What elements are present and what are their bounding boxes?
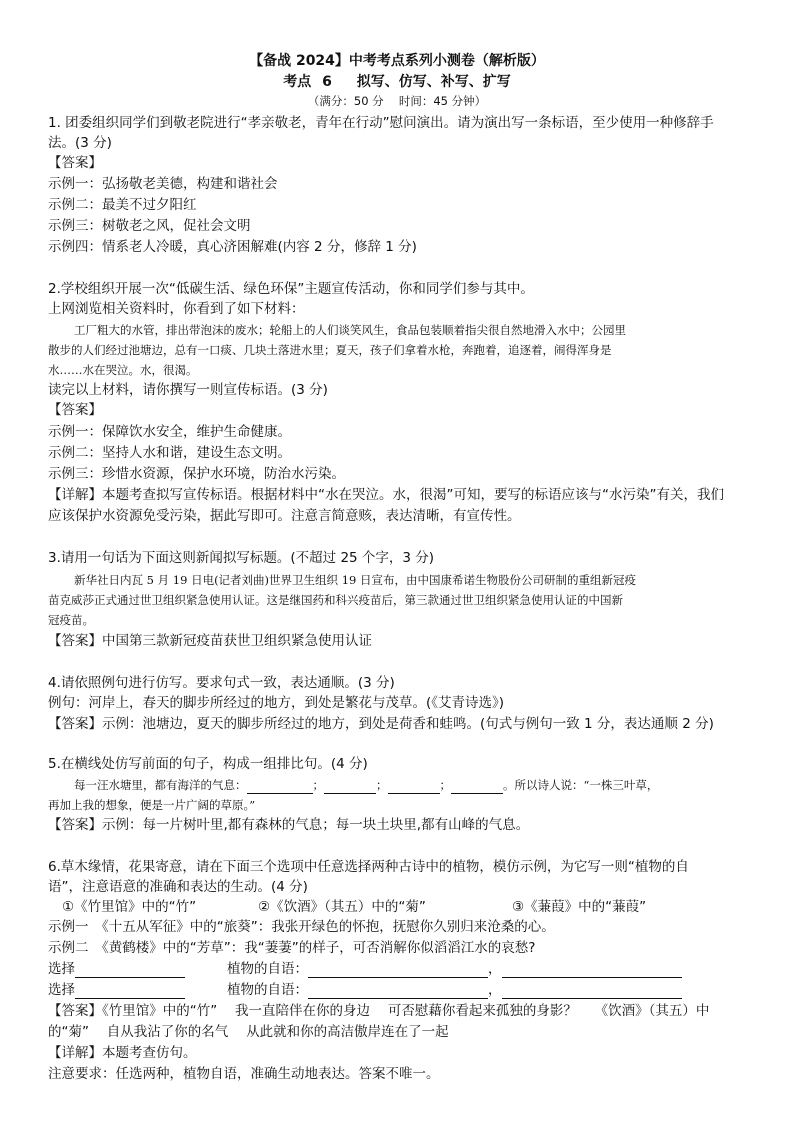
q6-stem-line2: 语”，注意语意的准确和表达的生动。(4 分) bbox=[48, 879, 308, 895]
q2-example-1: 示例一：保障饮水安全，维护生命健康。 bbox=[48, 424, 291, 440]
q2-material-line2: 散步的人们经过池塘边，总有一口痰、几块土落进水里；夏天，孩子们拿着水枪，奔跑着，追逐着，闹得浑身是 bbox=[48, 343, 612, 357]
q6-stem-line1: 6.草木缘情，花果寄意，请在下面三个选项中任意选择两种古诗中的植物，模仿示例，为它写一则“植物的自 bbox=[48, 859, 689, 875]
q6-example-2: 示例二 《黄鹤楼》中的“芳草”：我“萋萋”的样子，可否消解你似滔滔江水的哀愁? bbox=[48, 940, 536, 956]
q3-news-line2: 苗克威莎正式通过世卫组织紧急使用认证。这是继国药和科兴疫苗后，第三款通过世卫组织紧急使用认证的中国新 bbox=[48, 593, 623, 607]
q3-answer: 【答案】中国第三款新冠疫苗获世卫组织紧急使用认证 bbox=[48, 633, 372, 649]
q6-answer-line2: 的“菊” 自从我沾了你的名气 从此就和你的高洁傲岸连在了一起 bbox=[48, 1024, 449, 1040]
q6-detail-line1: 【详解】本题考查仿句。 bbox=[48, 1045, 197, 1061]
q6-plant-blank-2a[interactable] bbox=[308, 984, 488, 999]
q5-blank-1[interactable] bbox=[247, 779, 313, 794]
q1-stem-line1: 1. 团委组织同学们到敬老院进行“孝亲敬老，青年在行动”慰问演出。请为演出写一条标语，至少使用一种修辞手 bbox=[48, 115, 714, 131]
q1-example-3: 示例三：树敬老之风，促社会文明 bbox=[48, 218, 251, 234]
q5-text-part-b: 。所以诗人说：“一株三叶草， bbox=[503, 778, 659, 792]
q6-fill-row-1: 选择 植物的自语： ， bbox=[48, 960, 682, 978]
q2-detail-line2: 应该保护水资源免受污染，据此写即可。注意言简意赅，表达清晰，有宣传性。 bbox=[48, 508, 521, 524]
q2-material-line1: 工厂粗大的水管，排出带泡沫的废水；轮船上的人们谈笑风生，食品包装顺着指尖很自然地滑入水中；公园里 bbox=[74, 323, 626, 337]
q5-blank-3[interactable] bbox=[388, 779, 440, 794]
q5-text-line1: 每一汪水塘里，都有海洋的气息： ； ； ； 。所以诗人说：“一株三叶草， bbox=[74, 778, 659, 792]
q1-example-4: 示例四：情系老人冷暖，真心济困解难(内容 2 分，修辞 1 分) bbox=[48, 239, 417, 255]
q5-blank-2[interactable] bbox=[324, 779, 376, 794]
q6-detail-line2: 注意要求：任选两种，植物自语，准确生动地表达。答案不唯一。 bbox=[48, 1066, 440, 1082]
q4-stem-line1: 4.请依照例句进行仿写。要求句式一致，表达通顺。(3 分) bbox=[48, 675, 395, 691]
q2-detail-line1: 【详解】本题考查拟写宣传标语。根据材料中“水在哭泣。水，很渴”可知，要写的标语应该与“水污染”有关，我们 bbox=[48, 487, 724, 503]
q5-blank-4[interactable] bbox=[451, 779, 503, 794]
q2-stem-line3: 读完以上材料，请你撰写一则宣传标语。(3 分) bbox=[48, 382, 328, 398]
q5-stem-line1: 5.在横线处仿写前面的句子，构成一组排比句。(4 分) bbox=[48, 756, 368, 772]
page-title: 【备战 2024】中考考点系列小测卷（解析版） bbox=[249, 53, 545, 69]
q6-option-1: ①《竹里馆》中的“竹” bbox=[62, 899, 197, 915]
q6-plant-label: 植物的自语： bbox=[227, 982, 308, 998]
q6-plant-label: 植物的自语： bbox=[227, 961, 308, 977]
q3-stem-line1: 3.请用一句话为下面这则新闻拟写标题。(不超过 25 个字，3 分) bbox=[48, 550, 435, 566]
q6-choose-blank-2[interactable] bbox=[75, 984, 185, 999]
q6-option-3: ③《蒹葭》中的“蒹葭” bbox=[512, 899, 647, 915]
q6-fill-row-2: 选择 植物的自语： ， bbox=[48, 981, 682, 999]
exam-meta: （满分：50 分 时间：45 分钟） bbox=[307, 94, 487, 108]
q2-stem-line1: 2.学校组织开展一次“低碳生活、绿色环保”主题宣传活动，你和同学们参与其中。 bbox=[48, 281, 534, 297]
q4-answer: 【答案】示例：池塘边，夏天的脚步所经过的地方，到处是荷香和蛙鸣。(句式与例句一致 1 分，表达通顺 2 分) bbox=[48, 716, 714, 732]
q2-answer-tag: 【答案】 bbox=[48, 402, 102, 418]
q2-example-3: 示例三：珍惜水资源，保护水环境，防治水污染。 bbox=[48, 466, 345, 482]
q6-plant-blank-2b[interactable] bbox=[502, 984, 682, 999]
q6-plant-blank-1b[interactable] bbox=[502, 963, 682, 978]
q5-text-part-a: 每一汪水塘里，都有海洋的气息： bbox=[74, 778, 247, 792]
q2-material-line3: 水……水在哭泣。水，很渴。 bbox=[48, 363, 198, 377]
q6-option-2: ②《饮酒》（其五）中的“菊” bbox=[258, 899, 426, 915]
q4-example: 例句：河岸上，春天的脚步所经过的地方，到处是繁花与茂草。(《艾青诗选》) bbox=[48, 695, 505, 711]
q3-news-line3: 冠疫苗。 bbox=[48, 613, 94, 627]
q5-answer: 【答案】示例：每一片树叶里,都有森林的气息；每一块土块里,都有山峰的气息。 bbox=[48, 817, 530, 833]
q6-plant-blank-1a[interactable] bbox=[308, 963, 488, 978]
q1-example-1: 示例一：弘扬敬老美德，构建和谐社会 bbox=[48, 176, 278, 192]
q3-news-line1: 新华社日内瓦 5 月 19 日电(记者刘曲)世界卫生组织 19 日宣布，由中国康希诺生物股份公司研制的重组新冠疫 bbox=[74, 573, 636, 587]
q1-answer-tag: 【答案】 bbox=[48, 155, 102, 171]
q6-choose-blank-1[interactable] bbox=[75, 963, 185, 978]
q2-example-2: 示例二：坚持人水和谐，建设生态文明。 bbox=[48, 445, 291, 461]
q6-choose-label: 选择 bbox=[48, 961, 75, 977]
q1-stem-line2: 法。(3 分) bbox=[48, 135, 112, 151]
q6-choose-label: 选择 bbox=[48, 982, 75, 998]
q1-example-2: 示例二：最美不过夕阳红 bbox=[48, 197, 197, 213]
q6-example-1: 示例一 《十五从军征》中的“旅葵”：我张开绿色的怀抱，抚慰你久别归来沧桑的心。 bbox=[48, 919, 555, 935]
page-subtitle: 考点 6 拟写、仿写、补写、扩写 bbox=[283, 74, 511, 90]
q5-text-line2: 再加上我的想象，便是一片广阔的草原。” bbox=[48, 798, 256, 812]
q2-stem-line2: 上网浏览相关资料时，你看到了如下材料： bbox=[48, 301, 305, 317]
q6-answer-line1: 【答案】《竹里馆》中的“竹” 我一直陪伴在你的身边 可否慰藉你看起来孤独的身影？ 《饮酒》（其五）中 bbox=[48, 1003, 710, 1019]
